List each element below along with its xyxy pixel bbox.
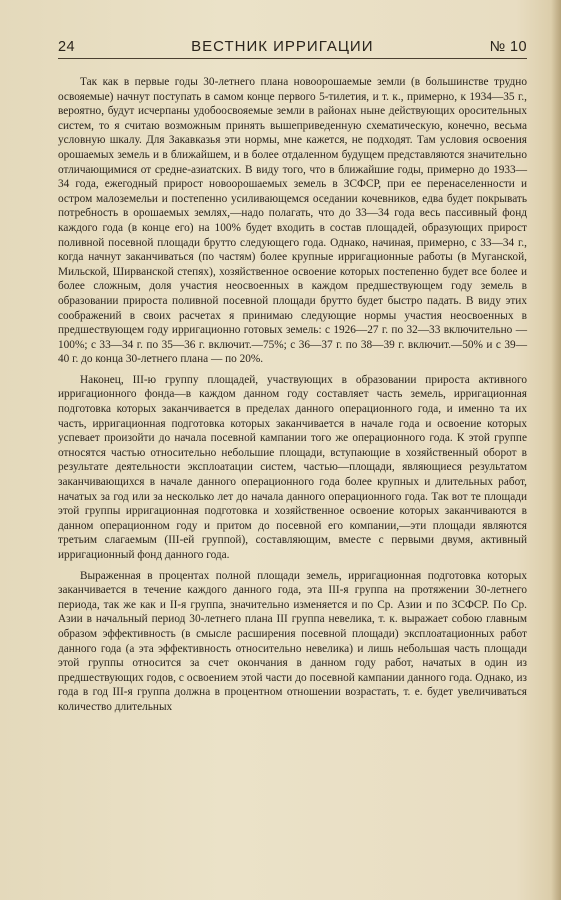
paragraph-1: Так как в первые годы 30-летнего плана новоорошаемые земли (в большинстве трудно освояемые) начнут поступать в самом конце первого 5-тилетия, и т. к., примерно, к 1934—35 г., вероятно, будут исчерпаны удобоосвояемые земли в районах ныне действующих оросительных систем, то я считаю возможным принять вышеприведенную схематическую, конечно, весьма условную шкалу. Для Закавказья эти нормы, мне кажется, не подходят. Там условия освоения орошаемых земель и в ближайшем, и в более отдаленном будущем представляются значительно отличающимися от средне-азиатских. В виду того, что в ближайшие годы, примерно до 1933—34 года, ежегодный прирост новоорошаемых земель в ЗСФСР, при ее перенаселенности и остром малоземельи и постепенно усиливающемся оседании кочевников, едва будет покрывать потребность в орошаемых землях,—надо полагать, что до 33—34 года весь пассивный фонд каждого года (в конце его) на 100% будет входить в состав площадей, образующих прирост поливной посевной площади брутто следующего года. Однако, начиная, примерно, с 33—34 г., когда начнут заканчиваться (по частям) более крупные ирригационные работы (в Муганской, Мильской, Ширванской степях), хозяйственное освоение которых постепенно будет все более и более сложным, доля участия неосвоенных в каждом предшествующем году земель в образовании прироста поливной посевной площади брутто будет быстро падать. В виду этих соображений в своих расчетах я принимаю следующие нормы участия неосвоенных в предшествующем году ирригационно готовых земель: с 1926—27 г. по 32—33 включительно —100%; с 33—34 г. по 35—36 г. включит.—75%; с 36—37 г. по 38—39 г. включит.—50% и с 39—40 г. до конца 30-летнего плана — по 20%. (58, 76, 527, 366)
running-header (58, 38, 527, 59)
issue-number: № 10 (489, 39, 527, 55)
paragraph-2: Наконец, III-ю группу площадей, участвующих в образовании прироста активного ирригационного фонда—в каждом данном году составляет часть земель, ирригационная подготовка которых заканчивается в пределах данного операционного года, и именно та их часть, ирригационная подготовка которых заканчивается в начале года и освоение которых успевает произойти до начала посевной кампании того же операционного года. К этой группе относятся частью относительно небольшие площади, вступающие в хозяйственный оборот в результате деятельности эксплоатации систем, частью—площади, являющиеся результатом заканчивающихся в начале данного операционного года более крупных и длительных работ, начатых за год или за несколько лет до начала данного операционного года. Так вот те площади этой группы ирригационная подготовка и хозяйственное освоение которых заканчиваются в данном операционном году и притом до посевной его компании,—эти площади являются третьим слагаемым (III-ей группой), составляющим, вместе с первыми двумя, активный ирригационный фонд данного года. (58, 373, 527, 561)
paragraph-3: Выраженная в процентах полной площади земель, ирригационная подготовка которых заканчивается в течение каждого данного года, эта III-я группа на протяжении 30-летнего периода, так же как и II-я группа, значительно изменяется и по Ср. Азии и по ЗСФСР. По Ср. Азии в начальный период 30-летнего плана III группа невелика, т. к. выражает собою главным образом эффективность (в смысле расширения посевной площади) эксплоатационных работ данного года (а эта эффективность относительно невелика) и лишь небольшая часть площади этой группы относится за счет окончания в данном году работ, начатых в один из предшествующих годов, с освоением этой части до посевной кампании данного года. Однако, из года в год III-я группа должна в процентном отношении возрастать, т. е. будет увеличиваться количество длительных (58, 569, 527, 713)
page-edge-shadow (551, 0, 561, 900)
page-number: 24 (58, 39, 75, 55)
article-body (58, 75, 527, 715)
journal-title: ВЕСТНИК ИРРИГАЦИИ (191, 38, 374, 55)
